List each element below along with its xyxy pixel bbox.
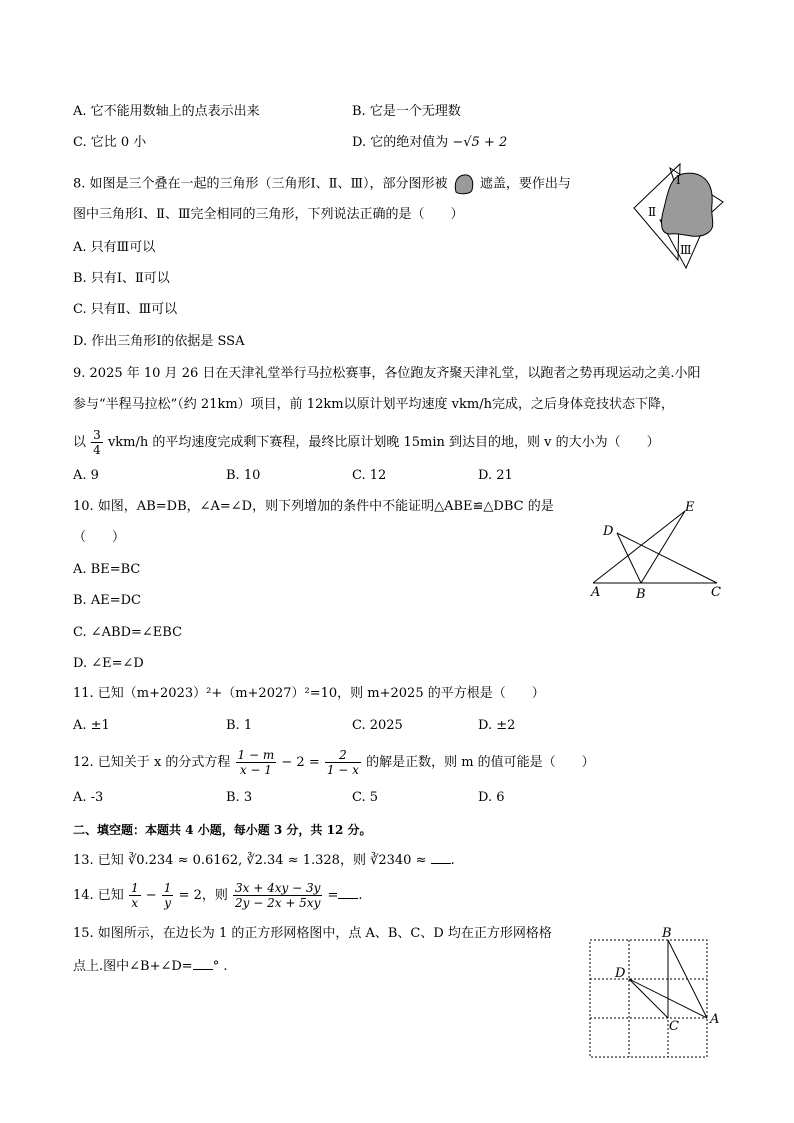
q12-fraction-2: $\frac{2}{1 - x}$ — [326, 748, 359, 777]
q15-grid-figure — [585, 925, 725, 1065]
q15-stem-line2: 点上.图中∠B+∠D= ° . — [73, 959, 228, 974]
q9-stem-line2: 参与“半程马拉松”（约 21km）项目，前 12km以原计划平均速度 vkm/h完成，之后身体竞技状态下降， — [73, 397, 674, 412]
q13-stem: 13. 已知 ∛0.234 ≈ 0.6162, ∛2.34 ≈ 1.328，则 ∛2340 ≈ . — [73, 853, 455, 868]
q12-option-a: A. -3 — [73, 790, 104, 805]
q10-label-e: E — [685, 500, 695, 515]
q11-option-b: B. 1 — [226, 718, 253, 733]
q15-label-a: A — [710, 1012, 720, 1027]
q9-option-a: A. 9 — [73, 468, 99, 483]
q15-label-b: B — [662, 926, 672, 941]
q10-label-d: D — [603, 524, 614, 539]
q10-triangle-figure — [585, 495, 730, 605]
q13-answer-blank — [431, 853, 451, 864]
q10-stem-line1: 10. 如图，AB=DB，∠A=∠D，则下列增加的条件中不能证明△ABE≌△DBC 的是 — [73, 499, 554, 514]
section-2-title: 二、填空题：本题共 4 小题，每小题 3 分，共 12 分。 — [73, 823, 372, 837]
q8-label-2: Ⅱ — [648, 205, 657, 219]
q14-answer-blank — [338, 888, 358, 899]
q9-option-c: C. 12 — [352, 468, 387, 483]
q11-stem: 11. 已知（m+2023）²+（m+2027）²=10，则 m+2025 的平方根是（ ） — [73, 686, 545, 701]
q9-stem-line1: 9. 2025 年 10 月 26 日在天津礼堂举行马拉松赛事，各位跑友齐聚天津礼堂，以跑者之势再现运动之美.小阳 — [73, 366, 701, 381]
q8-triangle-figure — [630, 160, 725, 272]
q8-label-1: Ⅰ — [676, 173, 681, 187]
q10-stem-line2: （ ） — [73, 530, 126, 545]
q12-option-b: B. 3 — [226, 790, 253, 805]
q11-option-d: D. ±2 — [478, 718, 516, 733]
q8-stem-line2: 图中三角形Ⅰ、Ⅱ、Ⅲ完全相同的三角形，下列说法正确的是（ ） — [73, 207, 464, 222]
q8-option-b: B. 只有Ⅰ、Ⅱ可以 — [73, 271, 170, 286]
q12-fraction-1: $\frac{1 - m}{x - 1}$ — [237, 748, 275, 777]
q8-option-d: D. 作出三角形Ⅰ的依据是 SSA — [73, 334, 245, 349]
q7-option-b: B. 它是一个无理数 — [352, 104, 461, 119]
q7-option-a: A. 它不能用数轴上的点表示出来 — [73, 104, 260, 119]
q10-label-b: B — [636, 587, 646, 602]
q10-option-d: D. ∠E=∠D — [73, 656, 144, 671]
q14-fraction-2: $\frac{1}{y}$ — [163, 881, 172, 910]
q7-option-c: C. 它比 0 小 — [73, 135, 147, 150]
q15-label-d: D — [615, 966, 626, 981]
q14-fraction-3: $\frac{3x + 4xy - 3y}{2y - 2x + 5xy}$ — [235, 881, 321, 910]
q11-option-a: A. ±1 — [73, 718, 110, 733]
q8-stem-line1: 8. 如图是三个叠在一起的三角形（三角形Ⅰ、Ⅱ、Ⅲ），部分图形被 遮盖，要作出与 — [73, 172, 571, 196]
q9-stem-line3: 以 $\frac{3}{4}$ vkm/h 的平均速度完成剩下赛程，最终比原计划晚 15min 到达目的地，则 v 的大小为（ ） — [73, 428, 660, 457]
q10-label-a: A — [591, 585, 601, 600]
q7-option-d-expr: −√5 + 2 — [452, 135, 508, 150]
q9-option-b: B. 10 — [226, 468, 261, 483]
q10-option-c: C. ∠ABD=∠EBC — [73, 625, 183, 640]
q15-answer-blank — [193, 959, 213, 970]
q9-fraction: $\frac{3}{4}$ — [93, 428, 101, 457]
q8-option-c: C. 只有Ⅱ、Ⅲ可以 — [73, 302, 178, 317]
q7-option-d: D. 它的绝对值为 −√5 + 2 — [352, 135, 508, 150]
q8-label-3: Ⅲ — [680, 243, 692, 257]
q10-option-b: B. AE=DC — [73, 593, 141, 608]
q11-option-c: C. 2025 — [352, 718, 403, 733]
q14-stem: 14. 已知 $\frac{1}{x}$ − $\frac{1}{y}$ = 2，则 $\frac{3x + 4xy - 3y}{2y - 2x + 5xy}$ = . — [73, 881, 363, 910]
q10-label-c: C — [711, 585, 721, 600]
q15-stem-line1: 15. 如图所示，在边长为 1 的正方形网格图中，点 A、B、C、D 均在正方形网格格 — [73, 926, 552, 941]
q12-option-d: D. 6 — [478, 790, 505, 805]
cover-blob-icon — [452, 172, 476, 196]
q10-option-a: A. BE=BC — [73, 562, 141, 577]
q9-option-d: D. 21 — [478, 468, 513, 483]
q12-option-c: C. 5 — [352, 790, 379, 805]
q14-fraction-1: $\frac{1}{x}$ — [130, 881, 139, 910]
q8-option-a: A. 只有Ⅲ可以 — [73, 240, 156, 255]
q15-label-c: C — [669, 1019, 679, 1034]
q12-stem: 12. 已知关于 x 的分式方程 $\frac{1 - m}{x - 1}$ − 2 = $\frac{2}{1 - x}$ 的解是正数，则 m 的值可能是（ ） — [73, 748, 595, 777]
